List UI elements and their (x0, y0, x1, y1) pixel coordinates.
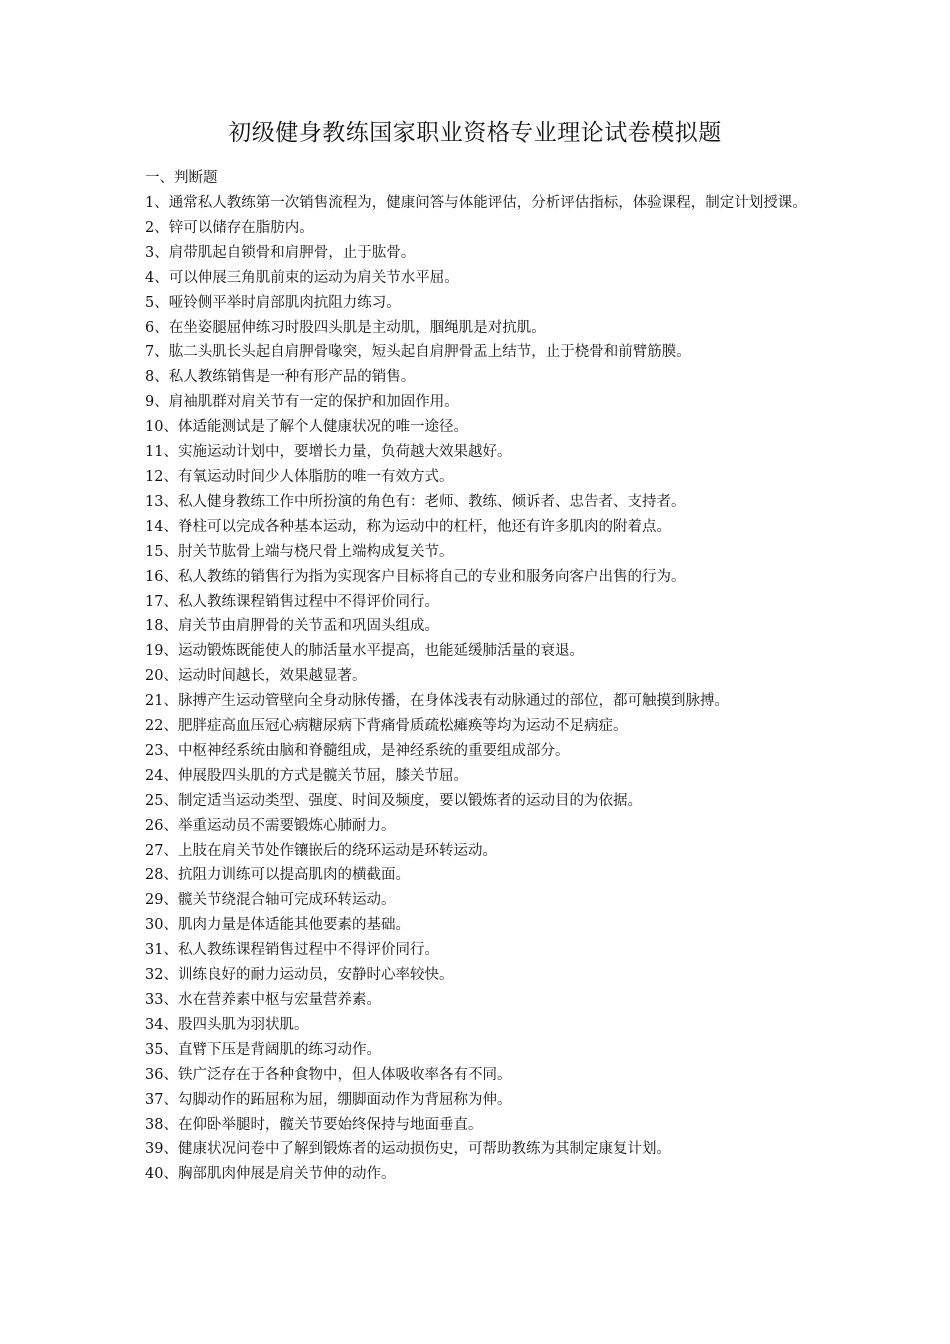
question-item: 38、在仰卧举腿时，髋关节要始终保持与地面垂直。 (145, 1116, 483, 1133)
question-list (145, 191, 813, 1187)
question-item: 14、脊柱可以完成各种基本运动，称为运动中的杠杆，他还有许多肌肉的附着点。 (145, 518, 671, 535)
question-item: 8、私人教练销售是一种有形产品的销售。 (145, 369, 416, 386)
page-title: 初级健身教练国家职业资格专业理论试卷模拟题 (228, 120, 722, 146)
question-item: 17、私人教练课程销售过程中不得评价同行。 (145, 593, 439, 610)
question-item: 27、上肢在肩关节处作镶嵌后的绕环运动是环转运动。 (145, 842, 497, 859)
question-item: 5、哑铃侧平举时肩部肌肉抗阻力练习。 (145, 294, 401, 311)
question-item: 6、在坐姿腿屈伸练习时股四头肌是主动肌，腘绳肌是对抗肌。 (145, 319, 546, 336)
question-item: 32、训练良好的耐力运动员，安静时心率较快。 (145, 967, 454, 984)
question-item: 12、有氧运动时间少人体脂肪的唯一有效方式。 (145, 468, 454, 485)
question-item: 40、胸部肌肉伸展是肩关节伸的动作。 (145, 1166, 396, 1183)
question-item: 39、健康状况问卷中了解到锻炼者的运动损伤史，可帮助教练为其制定康复计划。 (145, 1141, 671, 1158)
question-item: 26、举重运动员不需要锻炼心肺耐力。 (145, 817, 396, 834)
question-item: 25、制定适当运动类型、强度、时间及频度，要以锻炼者的运动目的为依据。 (145, 792, 642, 809)
question-item: 23、中枢神经系统由脑和脊髓组成，是神经系统的重要组成部分。 (145, 742, 570, 759)
question-item: 22、肥胖症高血压冠心病糖尿病下背痛骨质疏松瘫痪等均为运动不足病症。 (145, 718, 628, 735)
question-item: 29、髋关节绕混合轴可完成环转运动。 (145, 892, 396, 909)
question-item: 35、直臂下压是背阔肌的练习动作。 (145, 1041, 381, 1058)
section-heading: 一、判断题 (145, 170, 218, 186)
question-item: 33、水在营养素中枢与宏量营养素。 (145, 992, 381, 1008)
question-item: 24、伸展股四头肌的方式是髋关节屈，膝关节屈。 (145, 767, 468, 784)
question-item: 21、脉搏产生运动管壁向全身动脉传播，在身体浅表有动脉通过的部位，都可触摸到脉搏。 (145, 693, 729, 710)
question-item: 13、私人健身教练工作中所扮演的角色有：老师、教练、倾诉者、忠告者、支持者。 (145, 493, 686, 510)
question-item: 36、铁广泛存在于各种食物中，但人体吸收率各有不同。 (145, 1066, 512, 1083)
question-item: 3、肩带肌起自锁骨和肩胛骨，止于肱骨。 (145, 244, 416, 261)
question-item: 19、运动锻炼既能使人的肺活量水平提高，也能延缓肺活量的衰退。 (145, 643, 584, 660)
question-item: 16、私人教练的销售行为指为实现客户目标将自己的专业和服务向客户出售的行为。 (145, 568, 686, 585)
question-item: 15、肘关节肱骨上端与桡尺骨上端构成复关节。 (145, 543, 454, 560)
question-item: 20、运动时间越长，效果越显著。 (145, 668, 367, 685)
question-item: 9、肩袖肌群对肩关节有一定的保护和加固作用。 (145, 394, 459, 411)
question-item: 18、肩关节由肩胛骨的关节盂和巩固头组成。 (145, 618, 439, 635)
question-item: 10、体适能测试是了解个人健康状况的唯一途径。 (145, 419, 468, 436)
question-item: 37、勾脚动作的跖屈称为屈，绷脚面动作为背屈称为伸。 (145, 1091, 512, 1108)
question-item: 31、私人教练课程销售过程中不得评价同行。 (145, 942, 439, 959)
question-item: 1、通常私人教练第一次销售流程为，健康问答与体能评估，分析评估指标，体验课程，制定计划授课。 (145, 195, 807, 211)
question-item: 2、锌可以储存在脂肪内。 (145, 219, 314, 236)
question-item: 7、肱二头肌长头起自肩胛骨喙突，短头起自肩胛骨盂上结节，止于桡骨和前臂筋膜。 (145, 344, 691, 361)
question-item: 34、股四头肌为羽状肌。 (145, 1016, 309, 1033)
question-item: 11、实施运动计划中，要增长力量，负荷越大效果越好。 (145, 444, 512, 461)
question-item: 28、抗阻力训练可以提高肌肉的横截面。 (145, 867, 410, 884)
question-item: 4、可以伸展三角肌前束的运动为肩关节水平屈。 (145, 269, 459, 286)
exam-content (145, 166, 813, 1187)
question-item: 30、肌肉力量是体适能其他要素的基础。 (145, 917, 410, 934)
